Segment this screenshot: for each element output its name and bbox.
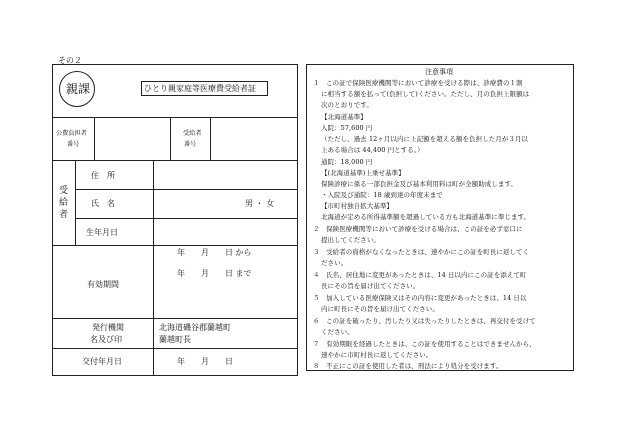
- address-label: 住 所: [91, 171, 115, 180]
- issue-date-value: 年 月 日: [177, 357, 233, 366]
- notes-heading: 注意事項: [425, 68, 453, 76]
- note-line: に相当する額を払って(負担して)ください。ただし、月の負担上限額は: [321, 90, 530, 98]
- payer-number-label: 公費負担者: [56, 130, 87, 137]
- recipient-vertical-1: 受: [59, 186, 69, 196]
- recipient-vertical-2: 給: [59, 198, 69, 208]
- note-line: 通院：18,000 円: [321, 158, 373, 166]
- issue-date-label: 交付年月日: [82, 357, 122, 366]
- sex-label: 男 ・ 女: [245, 199, 275, 208]
- note-line: 【市町村独自拡大基準】: [321, 202, 394, 210]
- note-line: １ この証で保険医療機関等において診療を受ける際は、診療費の１割: [313, 79, 523, 87]
- validity-to: 年 月 日 まで: [177, 269, 252, 278]
- note-line: （ただし、過去 12ヶ月以内に上記額を超える額を負担した月が３月以: [321, 135, 528, 143]
- note-line: 【(北海道基準)上乗せ基準】: [321, 169, 405, 177]
- note-line: ６ この証を破ったり、汚したり又は失ったりしたときは、再交付を受けて: [313, 317, 536, 325]
- note-line: 次のとおりです。: [321, 101, 373, 109]
- note-line: 北海道が定める所得基準額を超過している方も北海道基準に準じます。: [321, 213, 531, 221]
- note-line: ２ 保険医療機関等において診療を受ける場合は、この証を必ず窓口に: [313, 225, 523, 233]
- note-line: 長にその旨を届け出てください。: [321, 282, 420, 290]
- recipient-number-value: [211, 118, 297, 159]
- validity-from: 年 月 日 から: [177, 248, 252, 257]
- note-line: 上ある場合は 44,400 円とする。）: [321, 146, 424, 154]
- card-title: ひとり親家庭等医療費受給者証: [144, 84, 256, 93]
- note-line: ８ 不正にこの証を使用した者は、刑法により処分を受けます。: [313, 362, 503, 370]
- note-line: ださい。: [321, 259, 348, 267]
- seal-text: 親課: [66, 82, 91, 96]
- note-line: ３ 受給者の資格がなくなったときは、速やかにこの証を町長に返してく: [313, 248, 530, 256]
- note-line: ・入院及び通院：18 歳到達の年度末まで: [321, 191, 443, 199]
- note-line: 【北海道基準】: [321, 113, 367, 121]
- note-line: ５ 加入している医療保険又はその内容に変更があったときは、14 日以: [313, 294, 527, 302]
- note-line: 保険診療に係る一部負担金及び基本利用料は町が全額助成します。: [321, 180, 517, 188]
- issuer-label: 発行機関: [92, 323, 124, 332]
- recipient-number-label: 受給者: [183, 130, 202, 137]
- note-line: 速やかに市町村長に返してください。: [321, 351, 433, 359]
- note-line: 入院：57,600 円: [321, 124, 373, 132]
- note-line: ４ 氏名、居住地に変更があったときは、14 日以内にこの証を添えて町: [313, 271, 527, 279]
- note-line: ください。: [321, 328, 354, 336]
- issuer-name-2: 蘭越町長: [159, 335, 191, 344]
- payer-number-label-2: 番号: [67, 141, 80, 148]
- recipient-vertical-3: 者: [59, 210, 69, 220]
- note-line: ７ 有効期限を経過したときは、この証を使用することはできませんから、: [313, 340, 536, 348]
- issuer-label-2: 名及び印: [90, 335, 122, 344]
- issuer-name: 北海道磯谷郡蘭越町: [159, 323, 231, 332]
- note-line: 提出してください。: [321, 236, 380, 244]
- note-line: 内に町長にその旨を届け出てください。: [321, 305, 439, 313]
- birth-date-label: 生年月日: [86, 228, 118, 237]
- payer-number-value: [95, 118, 169, 159]
- page-label: その２: [58, 56, 82, 65]
- name-label: 氏 名: [91, 199, 115, 208]
- recipient-number-label-2: 番号: [184, 141, 197, 148]
- validity-label: 有効期間: [87, 280, 119, 289]
